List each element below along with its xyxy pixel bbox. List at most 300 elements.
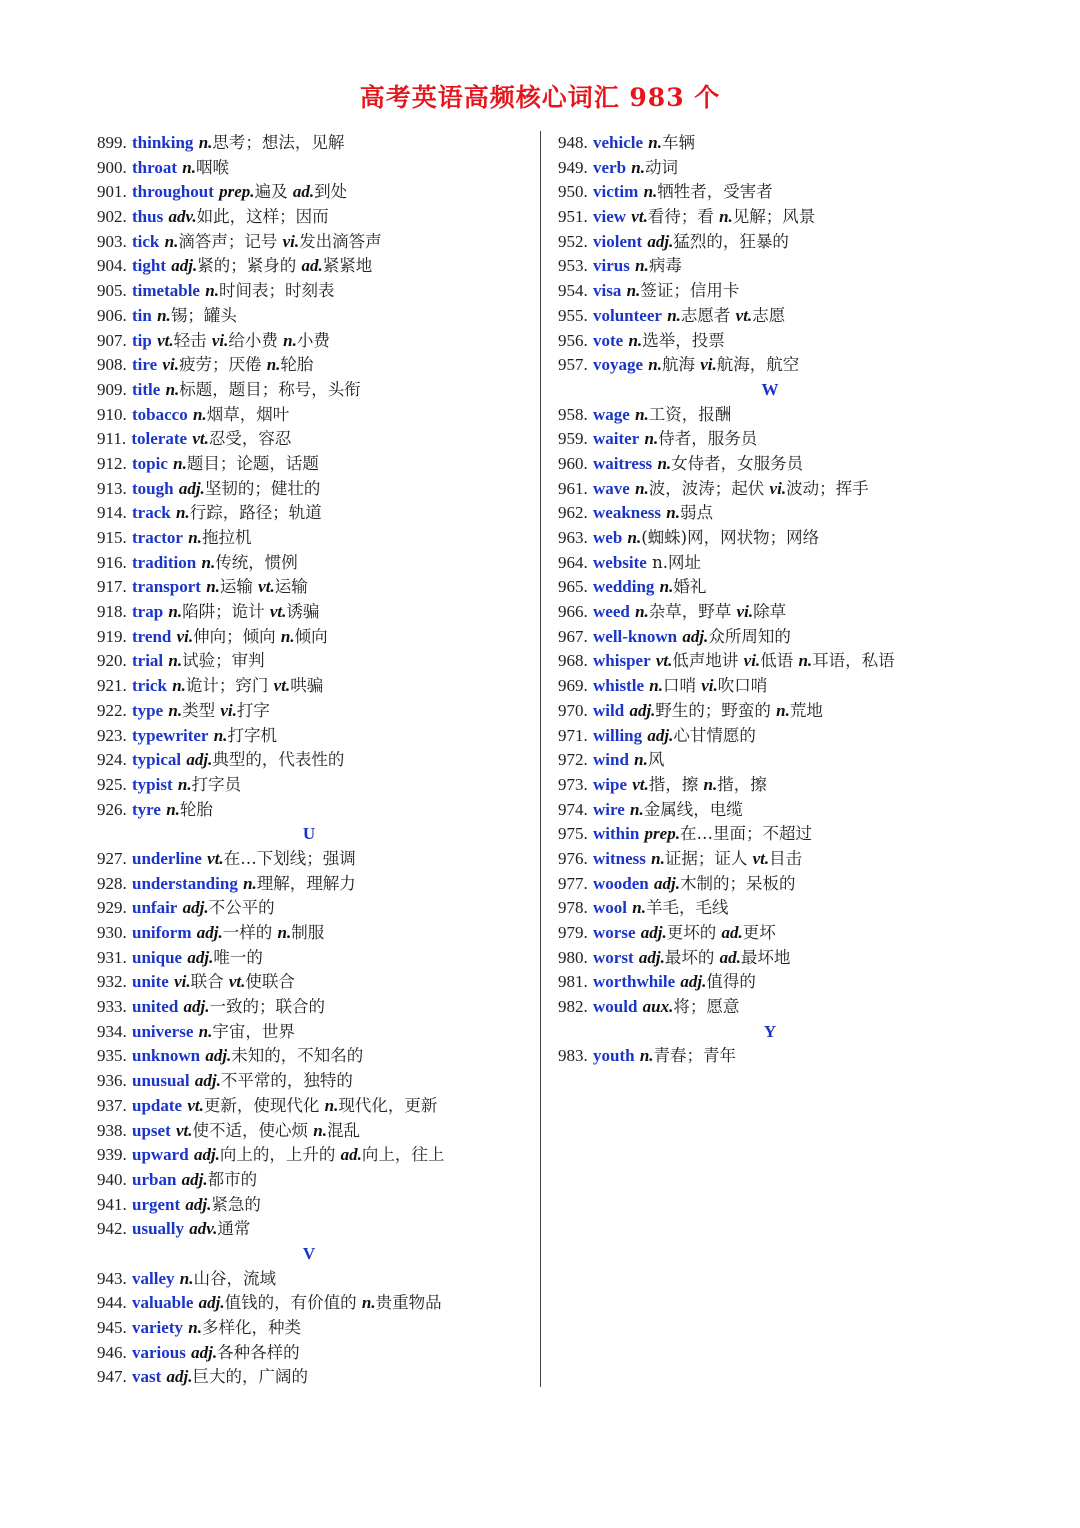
definition-text: 思考；想法，见解: [212, 133, 345, 152]
definition-text: 值钱的，有价值的: [224, 1293, 362, 1313]
part-of-speech: n.: [635, 404, 649, 424]
part-of-speech: vt.: [228, 972, 246, 992]
entry-number: 918.: [97, 602, 127, 622]
vocab-entry: [97, 329, 537, 354]
definition-text: 耳语，私语: [812, 651, 895, 671]
part-of-speech: n.: [277, 923, 292, 942]
definition-text: 贵重物品: [375, 1293, 442, 1313]
entry-number: 928.: [97, 873, 127, 893]
vocab-word: tyre: [132, 799, 161, 819]
part-of-speech: n.: [165, 379, 180, 399]
vocab-word: wooden: [593, 873, 649, 893]
definition-text: 目击: [769, 848, 803, 868]
vocab-entry: [558, 156, 1028, 181]
definition-text: 联合: [190, 972, 229, 992]
definition-text: 打字: [236, 700, 270, 720]
part-of-speech: ad.: [721, 923, 743, 942]
part-of-speech: n.: [657, 453, 672, 473]
vocab-word: tick: [132, 231, 160, 251]
vocab-entry: [97, 625, 537, 650]
vocab-entry: [97, 526, 537, 551]
vocab-word: throughout: [132, 182, 214, 202]
entry-number: 962.: [558, 503, 588, 523]
part-of-speech: vi.: [176, 626, 194, 646]
part-of-speech: n.: [644, 429, 659, 449]
vocab-entry: [558, 798, 1028, 823]
entry-number: 909.: [97, 379, 127, 399]
vocab-word: virus: [593, 256, 630, 276]
part-of-speech: n.: [188, 528, 202, 547]
part-of-speech: n.: [206, 577, 220, 597]
vocab-entry: [558, 526, 1028, 551]
part-of-speech: adj.: [680, 972, 707, 992]
entry-number: 933.: [97, 997, 127, 1017]
vocab-word: title: [132, 379, 161, 399]
part-of-speech: n.: [168, 700, 183, 720]
vocab-word: unique: [132, 947, 183, 967]
part-of-speech: adj.: [647, 725, 674, 745]
part-of-speech: adj.: [186, 750, 213, 770]
definition-text: 心甘情愿的: [673, 725, 756, 745]
vocab-word: wave: [593, 478, 630, 498]
part-of-speech: n.: [635, 256, 649, 276]
vocab-entry: [558, 724, 1028, 749]
part-of-speech: adj.: [653, 873, 680, 893]
vocab-word: thinking: [132, 133, 194, 152]
definition-text: 伸向；倾向: [193, 626, 281, 646]
entry-number: 913.: [97, 478, 127, 498]
entry-number: 953.: [558, 256, 588, 276]
vocab-entry: [97, 131, 537, 156]
entry-number: 927.: [97, 848, 127, 868]
vocab-word: unusual: [132, 1071, 190, 1091]
part-of-speech: aux.: [642, 997, 674, 1017]
part-of-speech: adj.: [185, 1194, 212, 1214]
entry-number: 934.: [97, 1021, 127, 1041]
definition-text: 工资，报酬: [648, 404, 732, 424]
definition-text: 通常: [217, 1219, 251, 1239]
part-of-speech: ad.: [719, 947, 741, 967]
definition-text: 行踪，路径；轨道: [189, 503, 322, 523]
definition-text: 选举，投票: [642, 330, 725, 350]
vocab-word: timetable: [132, 281, 200, 301]
part-of-speech: n.: [266, 355, 281, 375]
vocab-word: tractor: [132, 528, 183, 547]
part-of-speech: n.: [643, 182, 658, 202]
part-of-speech: n.: [626, 281, 641, 301]
vocab-entry: [97, 748, 537, 773]
vocab-word: tin: [132, 305, 152, 325]
vocab-word: throat: [132, 157, 178, 177]
entry-number: 923.: [97, 725, 127, 745]
part-of-speech: n.: [798, 651, 813, 671]
part-of-speech: vi.: [174, 972, 191, 992]
part-of-speech: n.: [324, 1095, 339, 1115]
vocab-word: violent: [593, 231, 643, 251]
definition-text: 拖拉机: [201, 528, 252, 547]
part-of-speech: n.: [168, 602, 183, 622]
definition-text: 诡计；窍门: [185, 676, 274, 696]
entry-number: 946.: [97, 1342, 127, 1362]
definition-text: 唯一的: [213, 947, 263, 967]
definition-text: 锡；罐头: [170, 305, 237, 325]
part-of-speech: adj.: [191, 1342, 218, 1362]
definition-text: 吹口哨: [717, 676, 768, 696]
definition-text: 野生的；野蛮的: [655, 700, 777, 720]
definition-text: 混乱: [326, 1120, 360, 1140]
part-of-speech: n.: [283, 330, 297, 350]
definition-text: 到处: [314, 182, 348, 202]
part-of-speech: adj.: [640, 923, 667, 942]
entry-number: 910.: [97, 404, 127, 424]
definition-text: 值得的: [706, 972, 756, 992]
entry-number: 954.: [558, 281, 588, 301]
entry-number: 956.: [558, 330, 588, 350]
entry-number: 966.: [558, 602, 588, 622]
vocab-entry: [97, 872, 537, 897]
right-column: [558, 131, 1028, 1069]
definition-text: 不公平的: [208, 898, 275, 918]
definition-text: 志愿: [752, 305, 786, 325]
vocab-entry: [97, 1044, 537, 1069]
part-of-speech: vi.: [701, 676, 718, 696]
part-of-speech: n.: [648, 355, 663, 375]
part-of-speech: vt.: [258, 577, 275, 597]
entry-number: 942.: [97, 1219, 127, 1239]
vocab-entry: [558, 970, 1028, 995]
definition-text: 揩，擦: [717, 774, 767, 794]
entry-number: 937.: [97, 1095, 127, 1115]
vocab-word: trend: [132, 626, 172, 646]
entry-number: 976.: [558, 848, 588, 868]
part-of-speech: adj.: [183, 997, 210, 1017]
part-of-speech: n.: [703, 774, 718, 794]
definition-text: 最坏地: [740, 947, 791, 967]
vocab-word: various: [132, 1342, 186, 1362]
part-of-speech: n.: [188, 1318, 202, 1337]
entry-number: 902.: [97, 207, 127, 227]
vocab-word: valuable: [132, 1293, 194, 1313]
vocab-entry: [558, 995, 1028, 1020]
definition-text: 向上，往上: [361, 1145, 445, 1165]
entry-number: 936.: [97, 1071, 127, 1091]
vocab-word: vote: [593, 330, 624, 350]
part-of-speech: adj.: [638, 947, 665, 967]
part-of-speech: vi.: [162, 355, 179, 375]
vocab-entry: [97, 970, 537, 995]
part-of-speech: prep.: [219, 182, 255, 202]
vocab-entry: [558, 131, 1028, 156]
definition-text: 众所周知的: [708, 626, 791, 646]
vocab-word: wild: [593, 700, 625, 720]
part-of-speech: n.: [634, 750, 648, 770]
entry-number: 904.: [97, 256, 127, 276]
vocab-entry: [558, 230, 1028, 255]
entry-number: 943.: [97, 1268, 127, 1288]
part-of-speech: n.: [243, 873, 257, 893]
entry-number: 951.: [558, 207, 588, 227]
entry-number: 982.: [558, 997, 588, 1017]
definition-text: 病毒: [648, 256, 682, 276]
vocab-word: youth: [593, 1046, 635, 1066]
definition-text: 最坏的: [664, 947, 720, 967]
vocab-entry: [97, 551, 537, 576]
definition-text: 山谷，流域: [193, 1268, 276, 1288]
definition-text: 将；愿意: [673, 997, 740, 1017]
part-of-speech: adj.: [166, 1367, 193, 1387]
definition-text: 类型: [182, 700, 221, 720]
part-of-speech: n.: [719, 207, 733, 227]
definition-text: 波动；挥手: [786, 478, 869, 498]
entry-number: 968.: [558, 651, 588, 671]
vocab-word: underline: [132, 848, 202, 868]
definition-text: 制服: [291, 923, 325, 942]
vocab-entry: [97, 477, 537, 502]
definition-text: 口哨: [662, 676, 702, 696]
vocab-entry: [97, 1365, 537, 1390]
definition-text: 金属线，电缆: [643, 799, 743, 819]
vocab-entry: [558, 575, 1028, 600]
entry-number: 959.: [558, 429, 588, 449]
vocab-entry: [97, 921, 537, 946]
vocab-entry: [558, 847, 1028, 872]
part-of-speech: vt.: [207, 848, 224, 868]
vocab-entry: [558, 699, 1028, 724]
definition-text: 低语: [760, 651, 799, 671]
left-column: [97, 131, 537, 1390]
definition-text: 在…下划线；强调: [223, 848, 356, 868]
vocab-entry: [558, 254, 1028, 279]
entry-number: 899.: [97, 133, 127, 152]
definition-text: 运输: [219, 577, 259, 597]
vocab-entry: [97, 1193, 537, 1218]
part-of-speech: vt.: [157, 330, 174, 350]
vocab-word: weed: [593, 602, 630, 622]
entry-number: 960.: [558, 453, 588, 473]
part-of-speech: n.: [198, 133, 213, 152]
definition-text: 未知的，不知名的: [231, 1046, 364, 1066]
vocab-word: thus: [132, 207, 164, 227]
vocab-word: valley: [132, 1268, 175, 1288]
vocab-word: type: [132, 700, 164, 720]
part-of-speech: ad.: [340, 1145, 362, 1165]
entry-number: 924.: [97, 750, 127, 770]
entry-number: 949.: [558, 157, 588, 177]
vocab-entry: [558, 279, 1028, 304]
entry-number: 935.: [97, 1046, 127, 1066]
part-of-speech: adv.: [168, 207, 197, 227]
vocab-word: within: [593, 824, 640, 844]
definition-text: 典型的，代表性的: [212, 750, 345, 770]
definition-text: 哄骗: [290, 676, 324, 696]
definition-text: 滴答声；记号: [178, 231, 283, 251]
entry-number: 952.: [558, 231, 588, 251]
part-of-speech: n.: [205, 281, 219, 301]
vocab-entry: [97, 1069, 537, 1094]
part-of-speech: n.: [201, 552, 216, 572]
definition-text: 紧紧地: [322, 256, 373, 276]
part-of-speech: vt.: [632, 774, 649, 794]
entry-number: 916.: [97, 552, 127, 572]
vocab-word: wage: [593, 404, 630, 424]
vocab-entry: [558, 773, 1028, 798]
entry-number: 905.: [97, 281, 127, 301]
definition-text: 陷阱；诡计: [182, 602, 270, 622]
vocab-entry: [97, 1168, 537, 1193]
definition-text: 证据；证人: [664, 848, 753, 868]
entry-number: 964.: [558, 552, 588, 572]
definition-text: 木制的；呆板的: [679, 873, 796, 893]
vocab-word: urgent: [132, 1194, 181, 1214]
definition-text: 青春；青年: [653, 1046, 737, 1066]
vocab-entry: [97, 1094, 537, 1119]
vocab-word: wedding: [593, 577, 655, 597]
definition-text: 宇宙，世界: [212, 1021, 295, 1041]
entry-number: 978.: [558, 898, 588, 918]
part-of-speech: adj.: [682, 626, 709, 646]
definition-text: 车辆: [662, 133, 696, 152]
entry-number: 900.: [97, 157, 127, 177]
definition-text: 倾向: [294, 626, 328, 646]
vocab-word: transport: [132, 577, 201, 597]
vocab-word: upset: [132, 1120, 171, 1140]
entry-number: 950.: [558, 182, 588, 202]
part-of-speech: adj.: [647, 231, 674, 251]
definition-text: n.网址: [652, 552, 701, 572]
definition-text: 使不适，使心烦: [192, 1120, 314, 1140]
part-of-speech: adj.: [193, 1145, 220, 1165]
definition-text: 动词: [645, 157, 679, 177]
vocab-entry: [558, 551, 1028, 576]
vocab-entry: [97, 378, 537, 403]
part-of-speech: adj.: [629, 700, 656, 720]
vocab-entry: [97, 1316, 537, 1341]
part-of-speech: vt.: [175, 1120, 193, 1140]
part-of-speech: n.: [157, 305, 171, 325]
definition-text: 轮胎: [280, 355, 314, 375]
definition-text: 多样化，种类: [201, 1318, 301, 1337]
definition-text: 志愿者: [680, 305, 736, 325]
vocab-word: voyage: [593, 355, 644, 375]
vocab-entry: [558, 403, 1028, 428]
section-letter-heading: W: [761, 379, 779, 399]
part-of-speech: vt.: [735, 305, 753, 325]
part-of-speech: n.: [635, 478, 649, 498]
definition-text: 现代化，更新: [338, 1095, 438, 1115]
entry-number: 925.: [97, 774, 127, 794]
vocab-word: urban: [132, 1169, 177, 1189]
entry-number: 944.: [97, 1293, 127, 1313]
definition-text: 打字员: [191, 774, 242, 794]
page-title: 高考英语高频核心词汇 983 个: [359, 83, 721, 112]
entry-number: 941.: [97, 1194, 127, 1214]
vocab-entry: [558, 353, 1028, 378]
part-of-speech: n.: [361, 1293, 376, 1313]
entry-number: 938.: [97, 1120, 127, 1140]
part-of-speech: vt.: [187, 1095, 204, 1115]
vocab-word: waitress: [593, 453, 653, 473]
vocab-word: tight: [132, 256, 166, 276]
vocab-entry: [558, 946, 1028, 971]
entry-number: 939.: [97, 1145, 127, 1165]
vocab-entry: [558, 625, 1028, 650]
vocab-word: worthwhile: [593, 972, 676, 992]
definition-text: 轮胎: [179, 799, 213, 819]
part-of-speech: vi.: [220, 700, 237, 720]
part-of-speech: n.: [172, 676, 186, 696]
entry-number: 906.: [97, 305, 127, 325]
section-letter-heading: V: [302, 1243, 316, 1263]
definition-text: 婚礼: [673, 577, 707, 597]
vocab-entry: [97, 724, 537, 749]
entry-number: 967.: [558, 626, 588, 646]
part-of-speech: adj.: [194, 1071, 221, 1091]
definition-text: 理解，理解力: [256, 873, 356, 893]
vocab-entry: [97, 946, 537, 971]
vocab-word: well-known: [593, 626, 678, 646]
part-of-speech: n.: [173, 453, 187, 473]
definition-text: 航海，航空: [716, 355, 800, 375]
vocab-word: worse: [593, 923, 636, 942]
entry-number: 971.: [558, 725, 588, 745]
part-of-speech: n.: [213, 725, 228, 745]
definition-text: 女侍者，女服务员: [671, 453, 804, 473]
vocab-entry: [97, 798, 537, 823]
vocab-word: tire: [132, 355, 158, 375]
definition-text: 更坏: [742, 923, 776, 942]
vocab-entry: [97, 403, 537, 428]
part-of-speech: vi.: [769, 478, 787, 498]
definition-text: 运输: [274, 577, 308, 597]
vocab-entry: [558, 1044, 1028, 1069]
entry-number: 961.: [558, 478, 588, 498]
entry-number: 930.: [97, 923, 127, 942]
vocab-word: trial: [132, 651, 164, 671]
definition-text: 更坏的: [666, 923, 722, 942]
entry-number: 932.: [97, 972, 127, 992]
vocab-word: united: [132, 997, 179, 1017]
part-of-speech: adj.: [181, 1169, 208, 1189]
entry-number: 975.: [558, 824, 588, 844]
vocab-entry: [558, 822, 1028, 847]
vocab-word: witness: [593, 848, 646, 868]
vocab-entry: [97, 230, 537, 255]
vocab-entry: [97, 353, 537, 378]
vocab-entry: [97, 180, 537, 205]
definition-text: 波，波涛；起伏: [648, 478, 770, 498]
vocab-entry: [97, 205, 537, 230]
part-of-speech: n.: [192, 404, 207, 424]
vocab-word: uniform: [132, 923, 192, 942]
vocab-word: vast: [132, 1367, 162, 1387]
vocab-word: typical: [132, 750, 182, 770]
part-of-speech: n.: [166, 799, 180, 819]
vocab-entry: [97, 1020, 537, 1045]
entry-number: 973.: [558, 774, 588, 794]
part-of-speech: n.: [648, 133, 663, 152]
part-of-speech: vt.: [273, 676, 291, 696]
part-of-speech: n.: [651, 848, 665, 868]
definition-text: 巨大的，广阔的: [192, 1367, 309, 1387]
vocab-word: victim: [593, 182, 639, 202]
part-of-speech: adj.: [187, 947, 214, 967]
part-of-speech: n.: [628, 330, 643, 350]
definition-text: 更新，使现代化: [203, 1095, 325, 1115]
entry-number: 919.: [97, 626, 127, 646]
part-of-speech: n.: [635, 602, 649, 622]
definition-text: 航海: [662, 355, 701, 375]
entry-number: 912.: [97, 453, 127, 473]
